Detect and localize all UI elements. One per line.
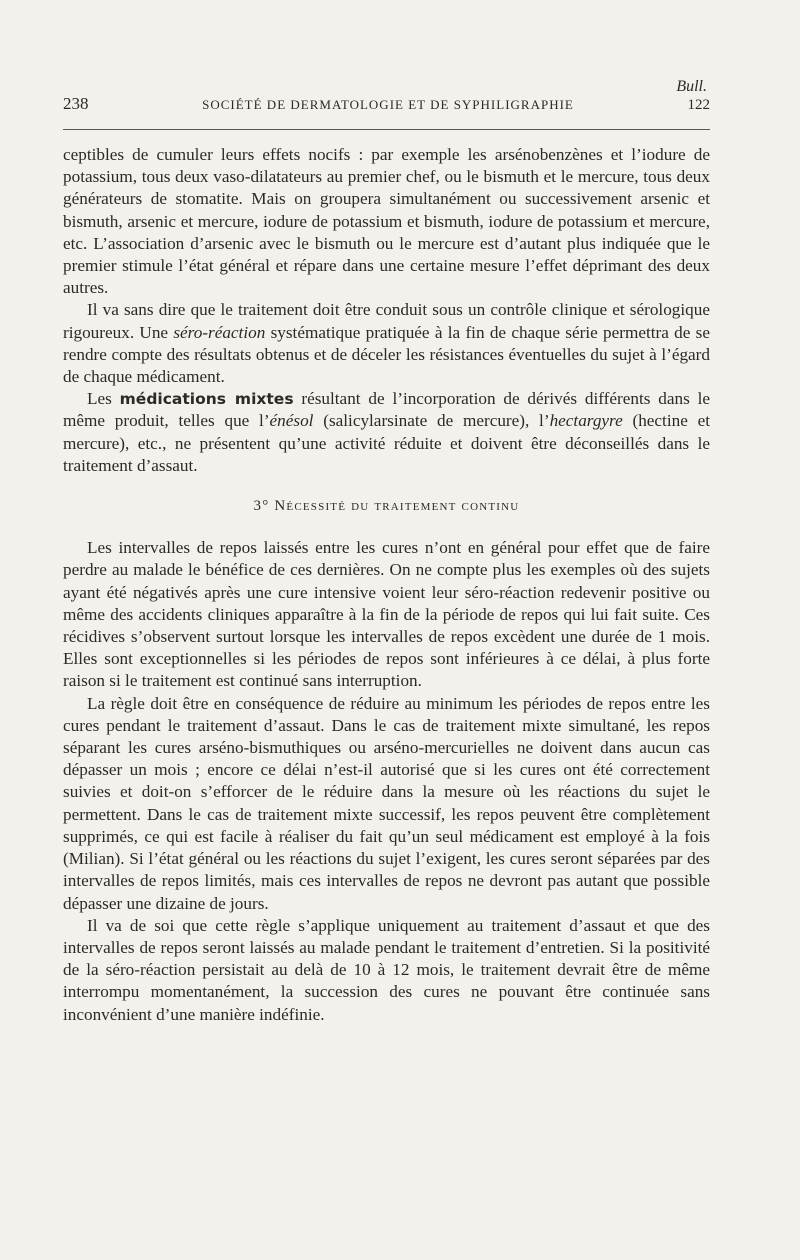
paragraph-3: Les médications mixtes résultant de l’incorporation de dérivés différents dans le même produit, telles que l’énésol (salicylarsinate de mercure), l’hectargyre (hectine et mercure), etc., ne présentent qu’une activité réduite et doivent être déconseillés dans le traitement d’assaut. <box>63 389 710 475</box>
emphasis-sero-reaction: séro-réaction <box>173 322 266 342</box>
section-title: 3° Nécessité du traitement continu <box>253 498 520 515</box>
page-header <box>63 94 710 118</box>
bulletin-label: Bull. <box>676 78 707 95</box>
bold-term: médications mixtes <box>119 390 294 409</box>
paragraph-1: ceptibles de cumuler leurs effets nocifs : par exemple les arsénobenzènes et l’iodure de potassium, tous deux vaso-dilatateurs au premier chef, ou le bismuth et le mercure, tous deux générateurs de stomatite. Mais on groupera simultanément ou successivement arsenic et bismuth, arsenic et mercure, iodure de potassium et bismuth, iodure de potassium et mercure, etc. L’association d’arsenic avec le bismuth ou le mercure est d’autant plus indiquée que le premier stimule l’état général et répare dans une certaine mesure l’effet déprimant des deux autres. <box>63 145 710 298</box>
emphasis-hectargyre: hectargyre <box>549 411 623 431</box>
header-rule <box>63 129 710 130</box>
emphasis-enesol: énésol <box>269 411 314 431</box>
paragraph-5: La règle doit être en conséquence de réduire au minimum les périodes de repos entre les cures pendant le traitement d’assaut. Dans le cas de traitement mixte simultané, les repos séparant les cures arséno-bismuthiques ou arséno-mercurielles ne doivent dans aucun cas dépasser un mois ; encore ce délai n’est-il autorisé que si les cures ont été correctement suivies et doit-on s’efforcer de le réduire dans la mesure où les réactions du sujet le permettent. Dans le cas de traitement mixte successif, les repos peuvent être complètement supprimés, ce qui est facile à réaliser du fait qu’un seul médicament est employé à la fois (Milian). Si l’état général ou les réactions du sujet l’exigent, les cures seront séparées par des intervalles de repos limités, mais ces intervalles de repos ne devront pas autant que possible dépasser une dizaine de jours. <box>63 693 710 913</box>
paragraph-2: Il va sans dire que le traitement doit être conduit sous un contrôle clinique et sérologique rigoureux. Une séro-réaction systématique pratiquée à la fin de chaque série permettra de se rendre compte des résultats obtenus et de déceler les résistances éventuelles du sujet à l’égard de chaque médicament. <box>63 300 710 387</box>
paragraph-4: Les intervalles de repos laissés entre les cures n’ont en général pour effet que de faire perdre au malade le bénéfice de ces dernières. On ne compte plus les exemples où des sujets ayant été négativés après une cure intensive voient leur séro-réaction redevenir positive ou même des accidents cliniques apparaître à la fin de la période de repos qui lui fait suite. Ces récidives s’observent surtout lorsque les intervalles de repos excèdent une durée de 1 mois. Elles sont exceptionnelles si les périodes de repos sont inférieures à ce délai, à plus forte raison si le traitement est continué sans interruption. <box>63 538 710 691</box>
body-text <box>63 144 710 1026</box>
running-head: SOCIÉTÉ DE DERMATOLOGIE ET DE SYPHILIGRAPHIE <box>202 97 574 112</box>
paragraph-6: Il va de soi que cette règle s’applique uniquement au traitement d’assaut et que des intervalles de repos seront laissés au malade pendant le traitement d’entretien. Si la positivité de la séro-réaction persistait au delà de 10 à 12 mois, le traitement devrait être de même interrompu momentanément, la succession des cures ne pouvant être continuée sans inconvénient d’une manière indéfinie. <box>63 915 710 1024</box>
fascicle-number: 122 <box>687 97 710 113</box>
page-number: 238 <box>63 94 89 113</box>
